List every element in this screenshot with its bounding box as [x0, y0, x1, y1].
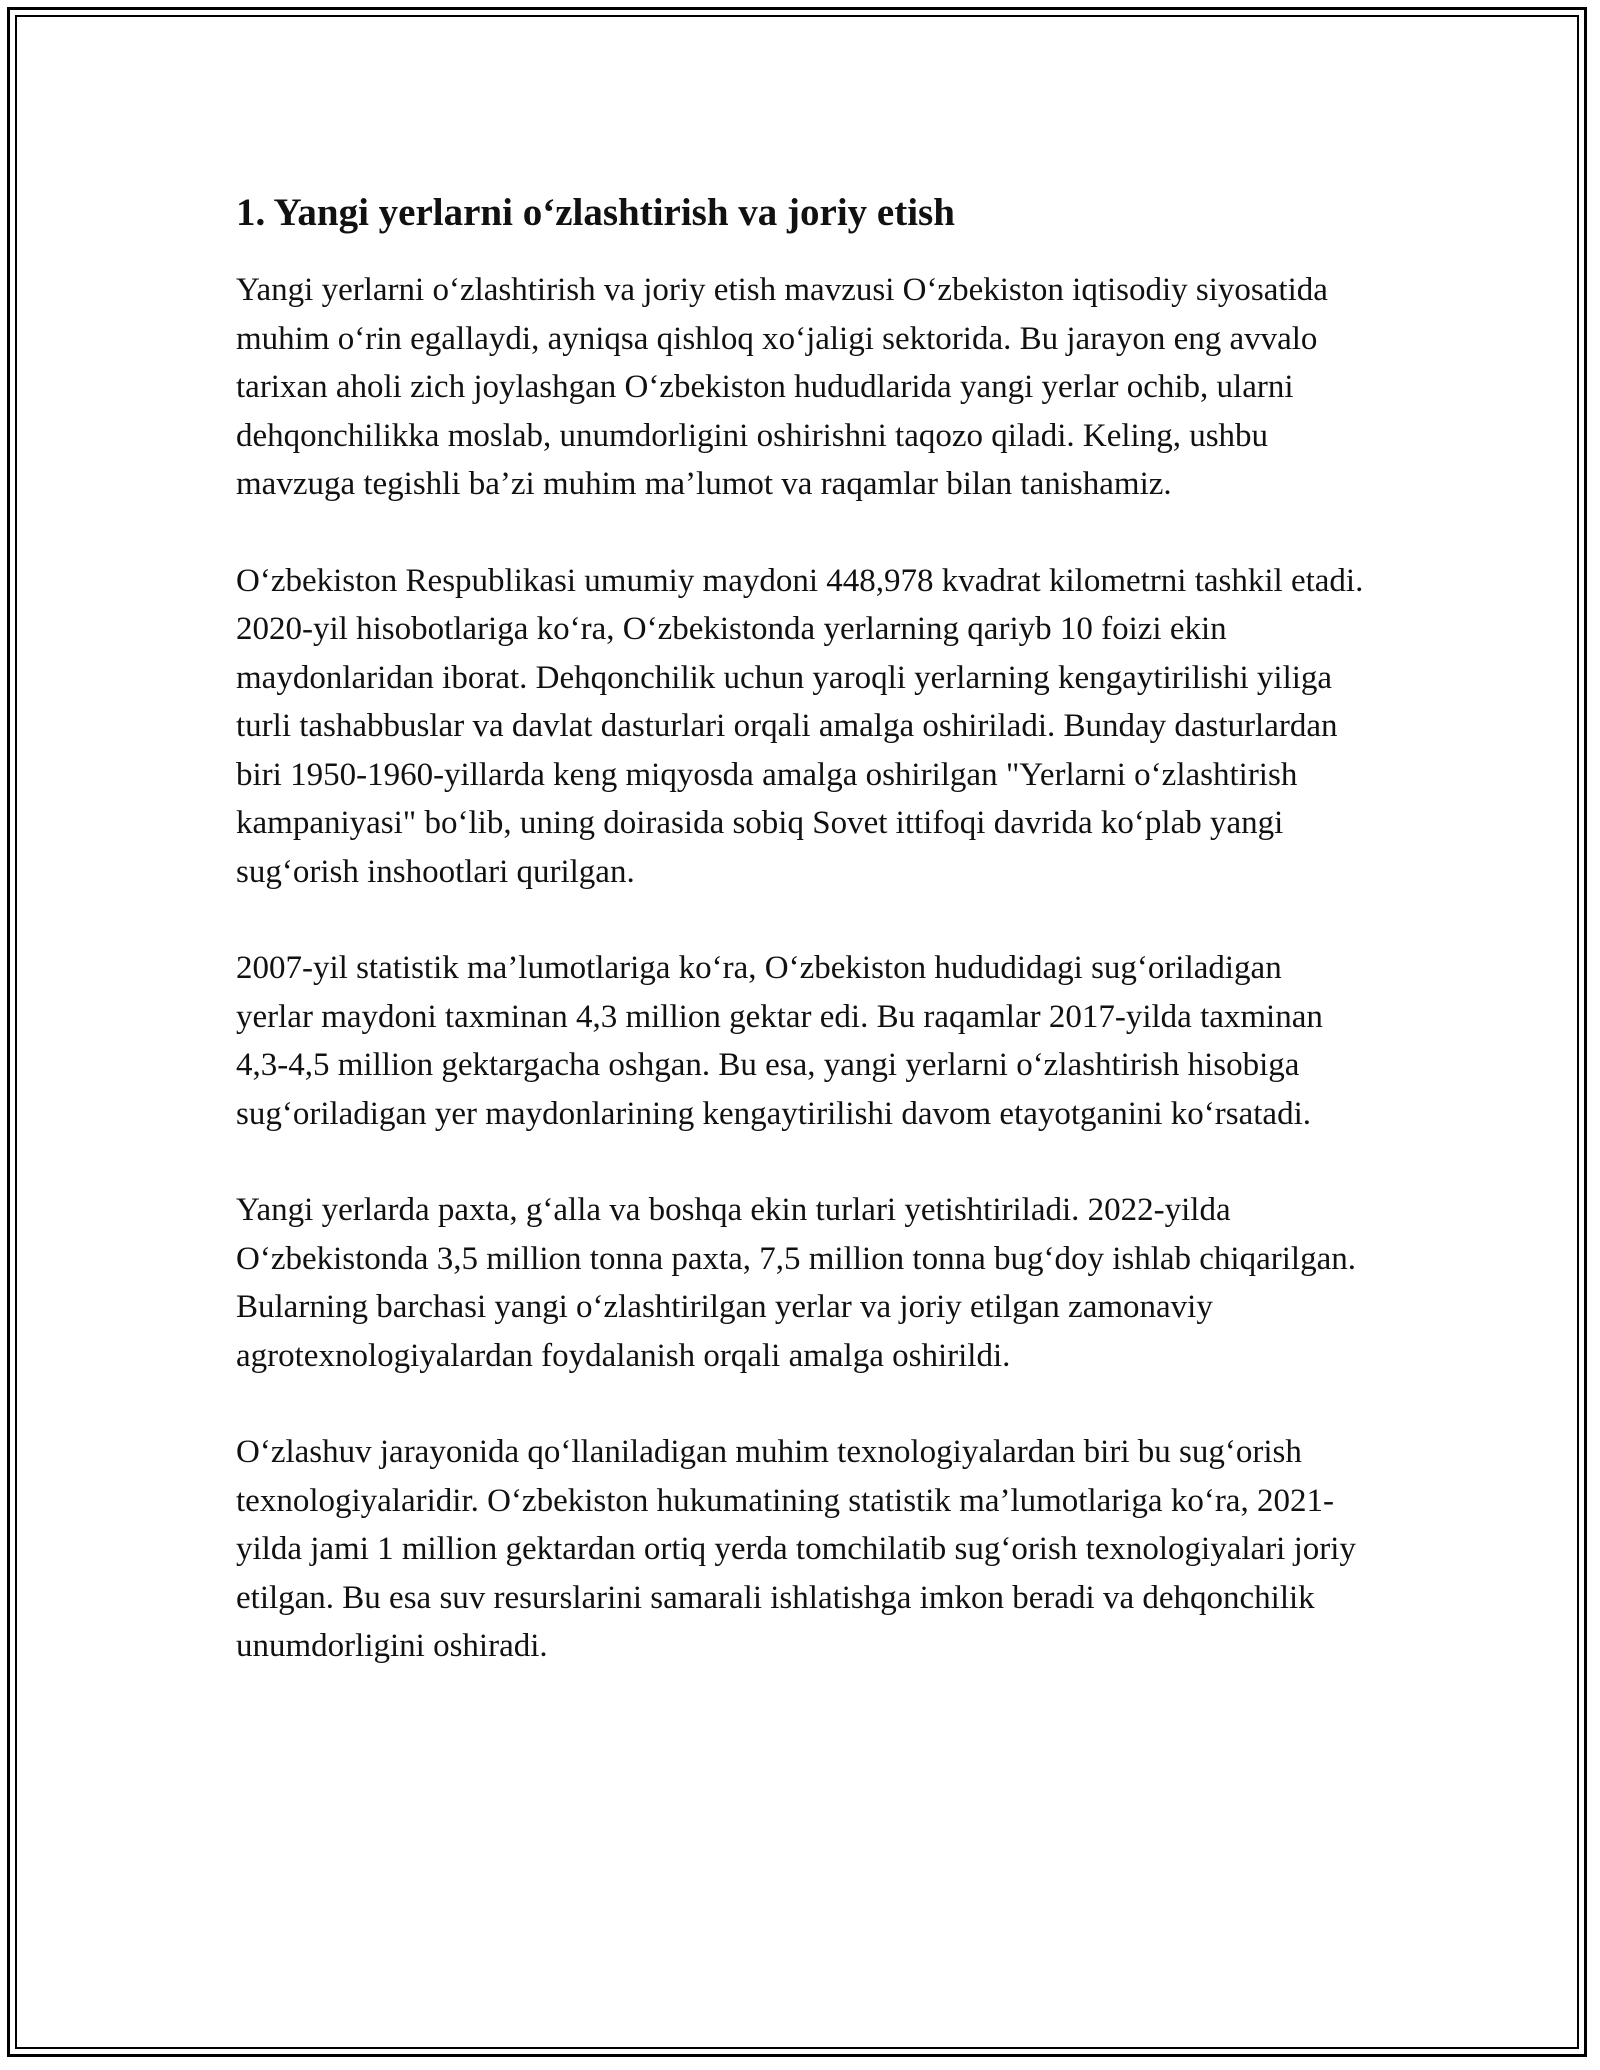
- paragraph-area-statistics: O‘zbekiston Respublikasi umumiy maydoni 448,978 kvadrat kilometrni tashkil etadi. 2020-yil hisobotlariga ko‘ra, O‘zbekistonda yerlarning qariyb 10 foizi ekin maydonlaridan iborat. Dehqonchilik uchun yaroqli yerlarning kengaytirilishi yiliga turli tashabbuslar va davlat dasturlari orqali amalga oshiriladi. Bunday dasturlardan biri 1950-1960-yillarda keng miqyosda amalga oshirilgan "Yerlarni o‘zlashtirish kampaniyasi" bo‘lib, uning doirasida sobiq Sovet ittifoqi davrida ko‘plab yangi sug‘orish inshootlari qurilgan.: [236, 562, 1364, 890]
- paragraph-intro: Yangi yerlarni o‘zlashtirish va joriy etish mavzusi O‘zbekiston iqtisodiy siyosatida muhim o‘rin egallaydi, ayniqsa qishloq xo‘jaligi sektorida. Bu jarayon eng avvalo tarixan aholi zich joylashgan O‘zbekiston hududlarida yangi yerlar ochib, ularni dehqonchilikka moslab, unumdorligini oshirishni taqozo qiladi. Keling, ushbu mavzuga tegishli ba’zi muhim ma’lumot va raqamlar bilan tanishamiz.: [236, 272, 1328, 502]
- document-body: [236, 188, 1366, 1719]
- paragraph-crop-production: Yangi yerlarda paxta, g‘alla va boshqa ekin turlari yetishtiriladi. 2022-yilda O‘zbekistonda 3,5 million tonna paxta, 7,5 million tonna bug‘doy ishlab chiqarilgan. Bularning barchasi yangi o‘zlashtirilgan yerlar va joriy etilgan zamonaviy agrotexnologiyalardan foydalanish orqali amalga oshirildi.: [236, 1192, 1356, 1374]
- section-heading: 1. Yangi yerlarni o‘zlashtirish va joriy etish: [236, 191, 955, 234]
- paragraph-irrigated-land: 2007-yil statistik ma’lumotlariga ko‘ra, O‘zbekiston hududidagi sug‘oriladigan yerlar maydoni taxminan 4,3 million gektar edi. Bu raqamlar 2017-yilda taxminan 4,3-4,5 million gektargacha oshgan. Bu esa, yangi yerlarni o‘zlashtirish hisobiga sug‘oriladigan yer maydonlarining kengaytirilishi davom etayotganini ko‘rsatadi.: [236, 950, 1323, 1132]
- paragraph-irrigation-technology: O‘zlashuv jarayonida qo‘llaniladigan muhim texnologiyalardan biri bu sug‘orish texnologiyalaridir. O‘zbekiston hukumatining statistik ma’lumotlariga ko‘ra, 2021-yilda jami 1 million gektardan ortiq yerda tomchilatib sug‘orish texnologiyalari joriy etilgan. Bu esa suv resurslarini samarali ishlatishga imkon beradi va dehqonchilik unumdorligini oshiradi.: [236, 1434, 1356, 1664]
